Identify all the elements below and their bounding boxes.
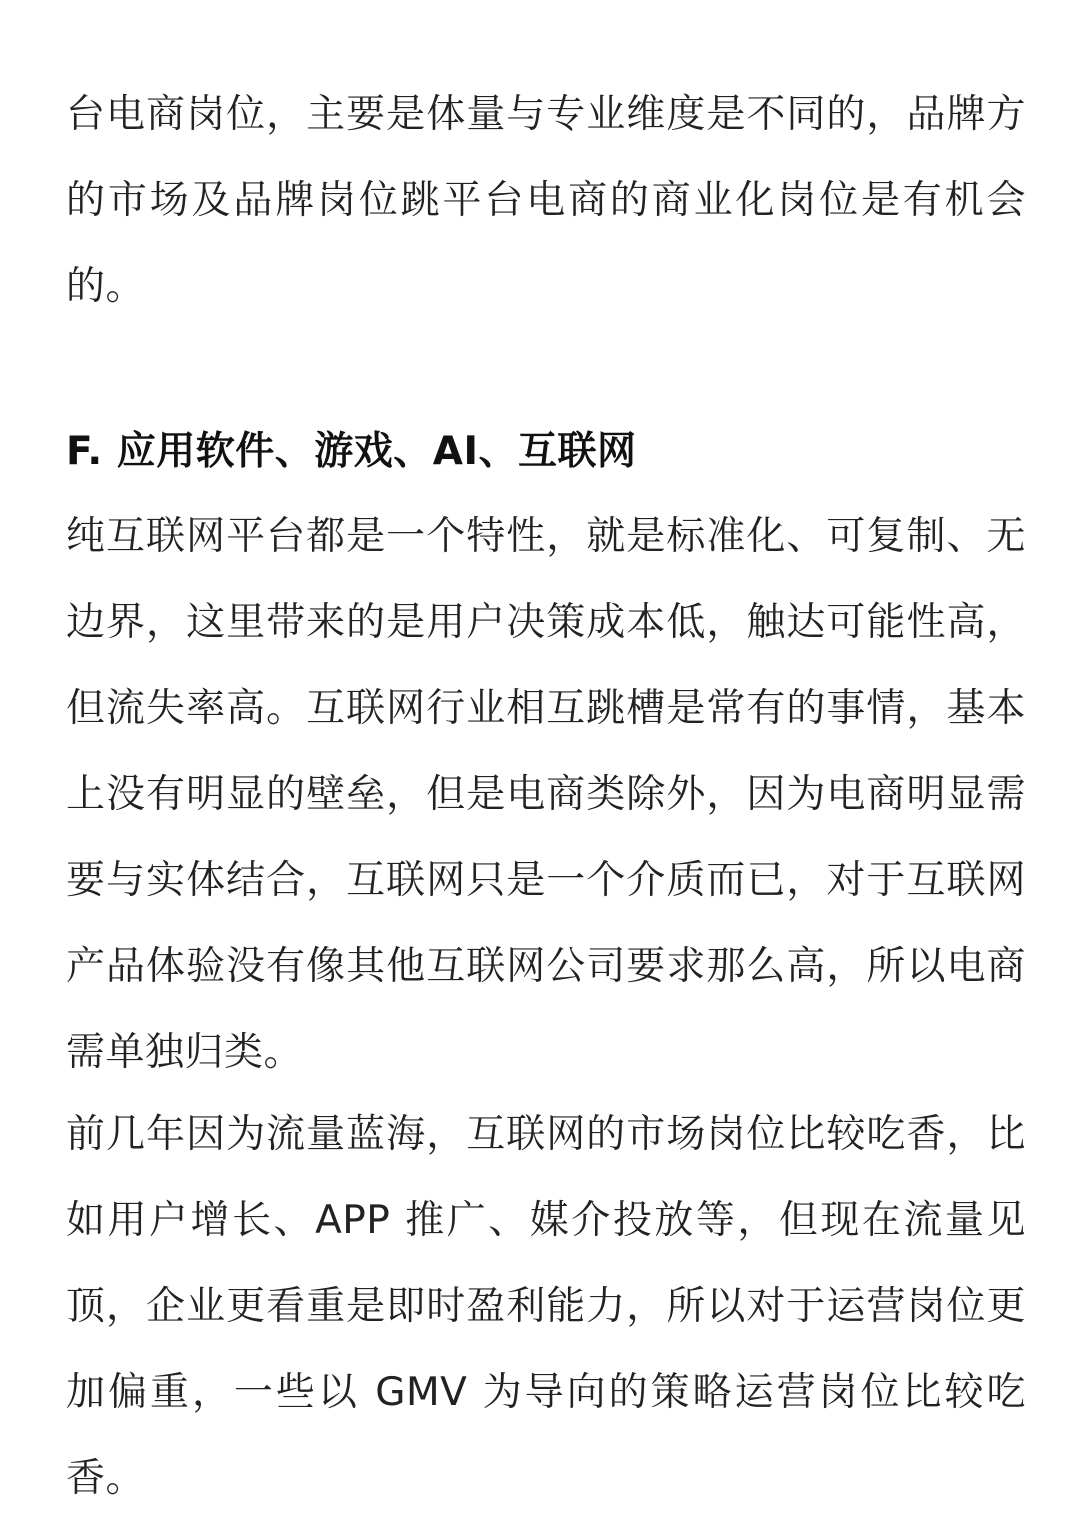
- section-heading: F. 应用软件、游戏、AI、互联网: [66, 429, 637, 474]
- paragraph-traffic-trends: 前几年因为流量蓝海，互联网的市场岗位比较吃香，比如用户增长、APP 推广、媒介投放等，但现在流量见顶，企业更看重是即时盈利能力，所以对于运营岗位更加偏重，一些以 GMV 为导向的策略运营岗位比较吃香。: [66, 1112, 1026, 1501]
- paragraph-continued: 台电商岗位，主要是体量与专业维度是不同的，品牌方的市场及品牌岗位跳平台电商的商业化岗位是有机会的。: [66, 92, 1026, 309]
- paragraph-internet-platforms: 纯互联网平台都是一个特性，就是标准化、可复制、无边界，这里带来的是用户决策成本低，触达可能性高，但流失率高。互联网行业相互跳槽是常有的事情，基本上没有明显的壁垒，但是电商类除外，因为电商明显需要与实体结合，互联网只是一个介质而已，对于互联网产品体验没有像其他互联网公司要求那么高，所以电商需单独归类。: [66, 514, 1026, 1075]
